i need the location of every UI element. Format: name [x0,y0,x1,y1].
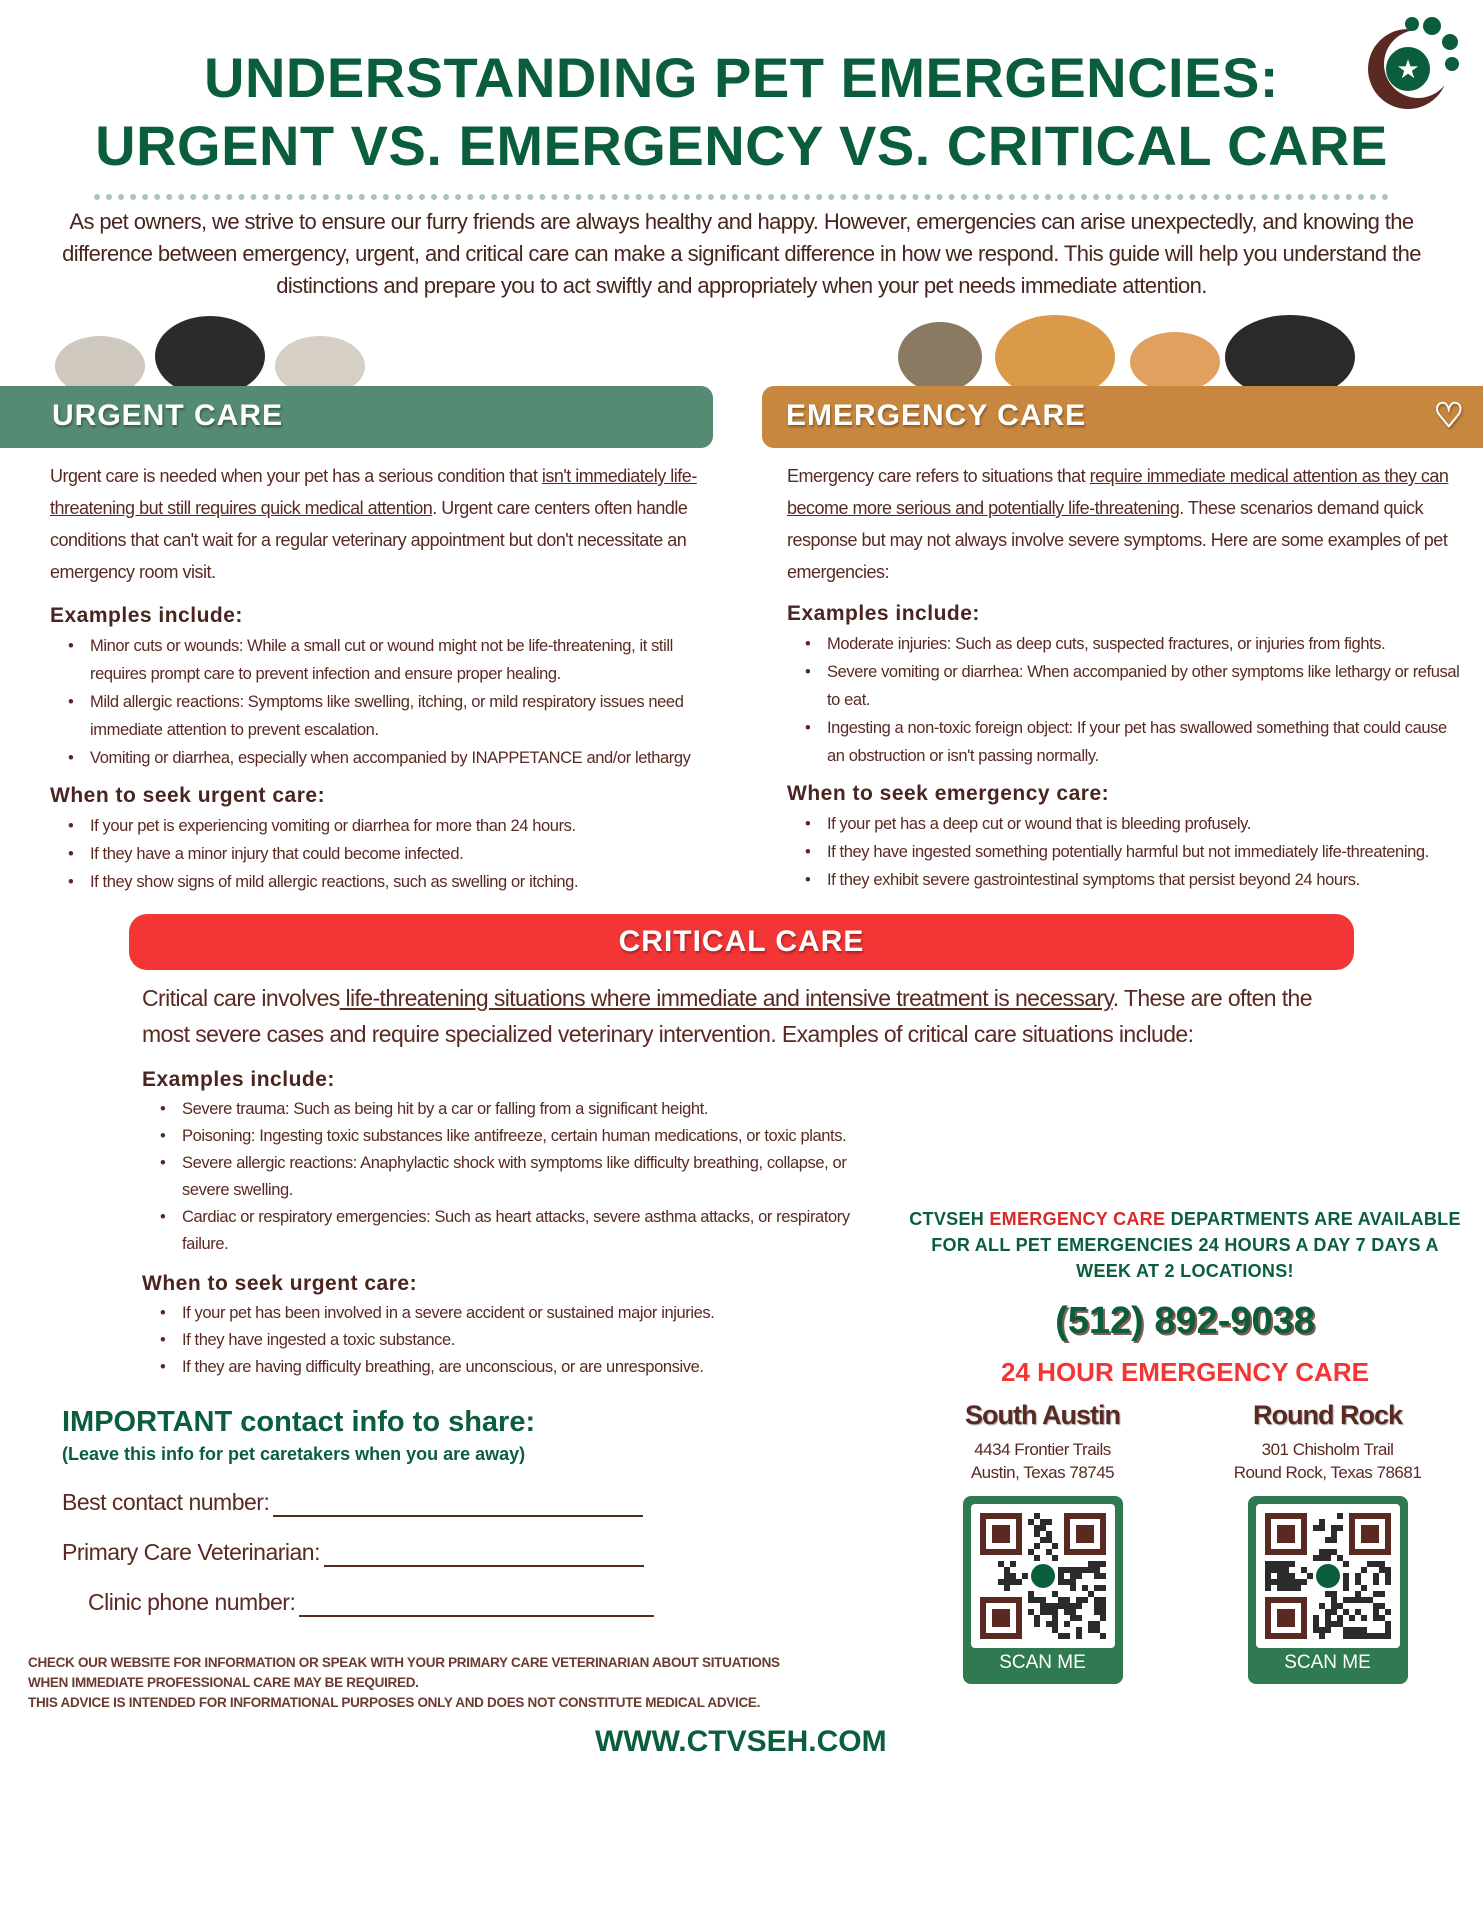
critical-examples-heading: Examples include: [142,1068,335,1091]
urgent-care-header [0,386,713,448]
bottom-section [0,1056,1483,1713]
list-item: • If they are having difficulty breathing, are unconscious, or are unresponsive. [142,1354,890,1381]
best-contact-field[interactable]: Best contact number: [62,1487,890,1517]
list-item: • Cardiac or respiratory emergencies: Such as heart attacks, severe asthma attacks, or respiratory failure. [142,1204,890,1258]
list-item: • Moderate injuries: Such as deep cuts, suspected fractures, or injuries from fights. [787,630,1463,658]
critical-care-lists [0,1056,890,1713]
paw-stethoscope-icon: ♡ [1433,397,1465,435]
urgent-when-heading: When to seek urgent care: [50,784,326,807]
critical-care-title: CRITICAL CARE [618,925,865,958]
urgent-description: Urgent care is needed when your pet has a serious condition that isn't immediately life-threatening but still requires quick medical attention. Urgent care centers often handle conditions that can't wait for a regular veterinary appointment but don't necessitate an emergency room visit. [50,466,697,582]
primary-vet-field[interactable]: Primary Care Veterinarian: [62,1537,890,1567]
list-item: • If they show signs of mild allergic reactions, such as swelling or itching. [50,868,699,896]
list-item: • Severe vomiting or diarrhea: When accompanied by other symptoms like lethargy or refusal to eat. [787,658,1463,714]
emergency-info-box [900,1056,1470,1684]
urgent-care-section [0,448,713,896]
qr-code-icon [971,1504,1115,1648]
emergency-care-header [762,386,1483,448]
locations [900,1398,1470,1684]
urgent-examples-heading: Examples include: [50,604,243,627]
critical-when-list [142,1300,890,1381]
contact-info-subheading: (Leave this info for pet caretakers when you are away) [62,1444,526,1464]
emergency-examples-list [787,630,1463,770]
pets-image-left [50,308,370,386]
list-item: • If they have ingested a toxic substance. [142,1327,890,1354]
list-item: • Minor cuts or wounds: While a small cut or wound might not be life-threatening, it still requires prompt care to prevent infection and ensure proper healing. [50,632,699,688]
location-south-austin [918,1398,1168,1684]
emergency-description: Emergency care refers to situations that require immediate medical attention as they can become more serious and potentially life-threatening. These scenarios demand quick response but may not always involve severe symptoms. Here are some examples of pet emergencies: [787,466,1449,582]
emergency-examples-heading: Examples include: [787,602,980,625]
qr-code-south-austin[interactable] [963,1496,1123,1684]
svg-text:★: ★ [1396,54,1420,84]
list-item: • If your pet has been involved in a severe accident or sustained major injuries. [142,1300,890,1327]
emergency-care-column [762,386,1483,894]
qr-code-round-rock[interactable] [1248,1496,1408,1684]
list-item: • Ingesting a non-toxic foreign object: If your pet has swallowed something that could cause an obstruction or isn't passing normally. [787,714,1463,770]
list-item: • Poisoning: Ingesting toxic substances like antifreeze, certain human medications, or toxic plants. [142,1123,890,1150]
critical-care-header [129,914,1354,970]
website-link[interactable]: WWW.CTVSEH.COM [595,1725,887,1758]
page-header [0,0,1483,302]
urgent-examples-list [50,632,699,772]
list-item: • Severe trauma: Such as being hit by a car or falling from a significant height. [142,1096,890,1123]
list-item: • Mild allergic reactions: Symptoms like swelling, itching, or mild respiratory issues need immediate attention to prevent escalation. [50,688,699,744]
ctvseh-logo [1360,14,1460,114]
emergency-when-heading: When to seek emergency care: [787,782,1110,805]
divider [94,194,1389,200]
location-address: 301 Chisholm Trail [1261,1440,1394,1459]
clinic-phone-field[interactable]: Clinic phone number: [88,1587,890,1617]
list-item: • Vomiting or diarrhea, especially when accompanied by INAPPETANCE and/or lethargy [50,744,699,772]
urgent-care-column [0,386,713,896]
page-title-line2: URGENT VS. EMERGENCY VS. CRITICAL CARE [95,114,1388,177]
care-columns [0,386,1483,896]
urgent-when-list [50,812,699,896]
page-title-line1: UNDERSTANDING PET EMERGENCIES: [204,46,1279,109]
list-item: • If they have a minor injury that could become infected. [50,840,699,868]
availability-notice: CTVSEH EMERGENCY CARE DEPARTMENTS ARE AVAILABLE FOR ALL PET EMERGENCIES 24 HOURS A DAY 7 DAYS A WEEK AT 2 LOCATIONS! [909,1209,1461,1281]
scan-me-label: SCAN ME [1284,1652,1371,1673]
location-name: South Austin [965,1400,1120,1430]
list-item: • If your pet is experiencing vomiting or diarrhea for more than 24 hours. [50,812,699,840]
critical-examples-list [142,1096,890,1258]
critical-description: Critical care involves life-threatening situations where immediate and intensive treatment is necessary. These are often the most severe cases and require specialized veterinary intervention. Examples of critical care situations include: [142,985,1312,1047]
disclaimer: CHECK OUR WEBSITE FOR INFORMATION OR SPEAK WITH YOUR PRIMARY CARE VETERINARIAN ABOUT SITUATIONS WHEN IMMEDIATE PROFESSIONAL CARE MAY BE REQUIRED. THIS ADVICE IS INTENDED FOR INFORMATIONAL PURPOSES ONLY AND DOES NOT CONSTITUTE MEDICAL ADVICE. [28,1655,780,1710]
location-city: Round Rock, Texas 78681 [1233,1463,1422,1482]
emergency-care-section [762,448,1483,894]
location-city: Austin, Texas 78745 [970,1463,1115,1482]
urgent-care-title: URGENT CARE [52,399,284,432]
location-round-rock [1203,1398,1453,1684]
pets-image-right [890,312,1370,386]
emergency-when-list [787,810,1463,894]
list-item: • Severe allergic reactions: Anaphylactic shock with symptoms like difficulty breathing, collapse, or severe swelling. [142,1150,890,1204]
hours-heading: 24 HOUR EMERGENCY CARE [1001,1357,1369,1387]
contact-info-heading: IMPORTANT contact info to share: [62,1406,536,1438]
critical-when-heading: When to seek urgent care: [142,1272,418,1295]
scan-me-label: SCAN ME [999,1652,1086,1673]
list-item: • If they have ingested something potentially harmful but not immediately life-threatening. [787,838,1463,866]
emergency-care-title: EMERGENCY CARE [786,399,1087,432]
qr-code-icon [1256,1504,1400,1648]
location-name: Round Rock [1253,1400,1402,1430]
pets-row [0,302,1483,386]
location-address: 4434 Frontier Trails [974,1440,1111,1459]
list-item: • If your pet has a deep cut or wound that is bleeding profusely. [787,810,1463,838]
list-item: • If they exhibit severe gastrointestinal symptoms that persist beyond 24 hours. [787,866,1463,894]
phone-number[interactable]: (512) 892-9038 [1055,1300,1315,1342]
intro-paragraph: As pet owners, we strive to ensure our furry friends are always healthy and happy. However, emergencies can arise unexpectedly, and knowing the difference between emergency, urgent, and critical care can make a significant difference in how we respond. This guide will help you understand the distinctions and prepare you to act swiftly and appropriately when your pet needs immediate attention. [62,209,1421,298]
